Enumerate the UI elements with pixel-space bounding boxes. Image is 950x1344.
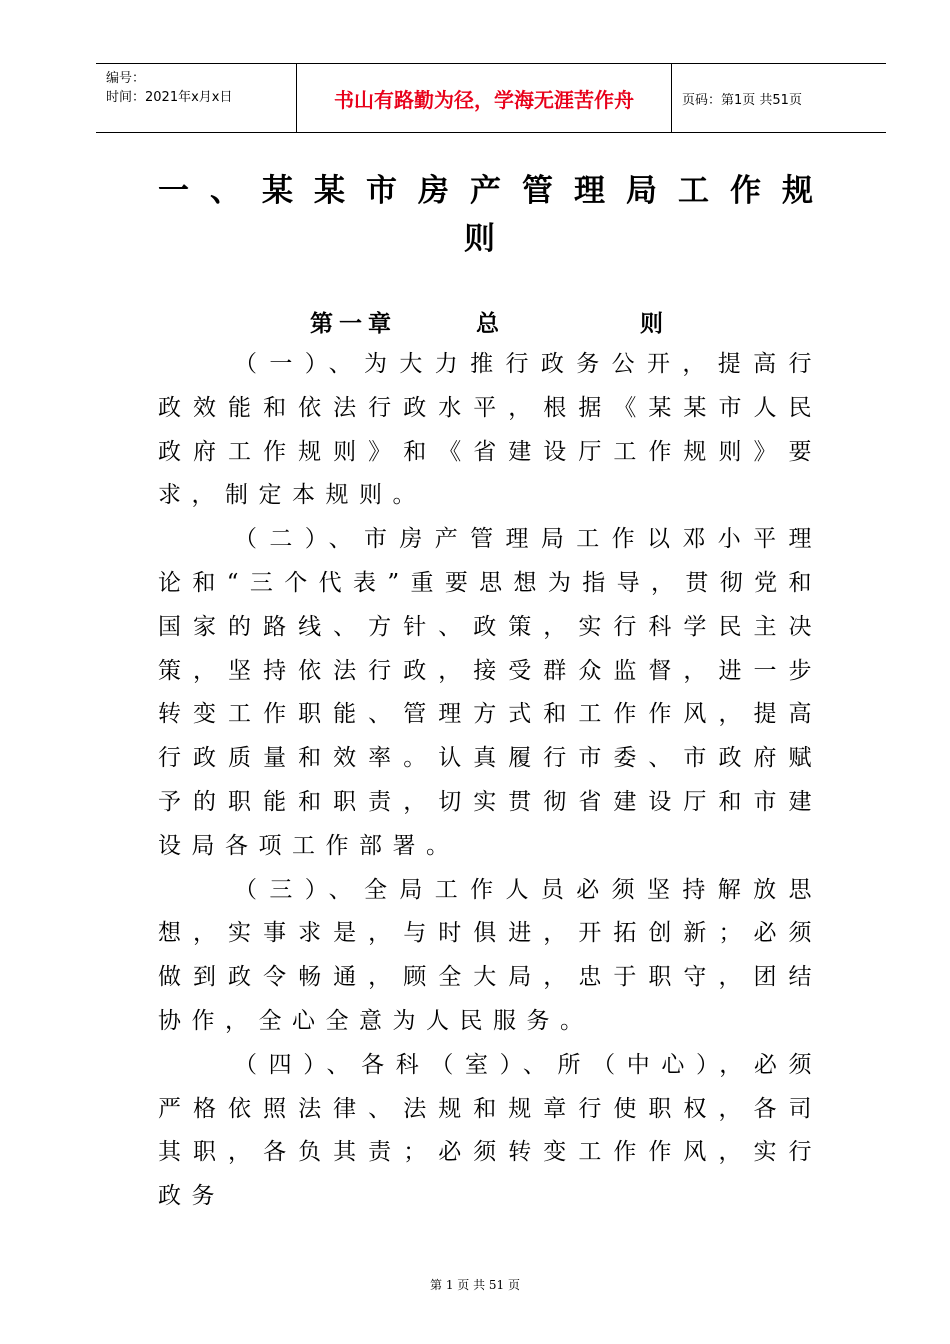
- document-title-line1: 一、某某市房产管理局工作规: [158, 173, 834, 209]
- page-footer: 第 1 页 共 51 页: [430, 1278, 520, 1292]
- paragraph-2: （二）、市房产管理局工作以邓小平理论和“三个代表”重要思想为指导，贯彻党和国家的路线、方针、政策，实行科学民主决策，坚持依法行政，接受群众监督，进一步转变工作职能、管理方式和工作作风，提高行政质量和效率。认真履行市委、市政府赋予的职能和职责，切实贯彻省建设厅和市建设局各项工作部署。: [158, 526, 822, 859]
- header-meta: [96, 64, 297, 132]
- chapter-title-char1: 总: [476, 311, 499, 337]
- time-label: 时间：2021年x月x日: [106, 90, 233, 105]
- paragraph-1: （一）、为大力推行政务公开，提高行政效能和依法行政水平，根据《某某市人民政府工作规则》和《省建设厅工作规则》要求，制定本规则。: [158, 351, 822, 509]
- document-body: [158, 343, 822, 1219]
- document-title-line2: 则: [464, 221, 495, 257]
- chapter-number: 第一章: [310, 311, 397, 337]
- chapter-heading: [158, 305, 818, 337]
- paragraph-4: （四）、各科（室）、所（中心），必须严格依照法律、法规和规章行使职权，各司其职，各负其责；必须转变工作作风，实行政务: [158, 1051, 822, 1210]
- number-label: 编号：: [106, 71, 146, 86]
- paragraph-3: （三）、全局工作人员必须坚持解放思想，实事求是，与时俱进，开拓创新；必须做到政令畅通，顾全大局，忠于职守，团结协作，全心全意为人民服务。: [158, 876, 822, 1034]
- header-motto: 书山有路勤为径，学海无涯苦作舟: [297, 64, 672, 132]
- document-header: [96, 63, 886, 133]
- header-page-info: 页码：第1页 共51页: [682, 92, 802, 108]
- chapter-title-char2: 则: [640, 311, 663, 337]
